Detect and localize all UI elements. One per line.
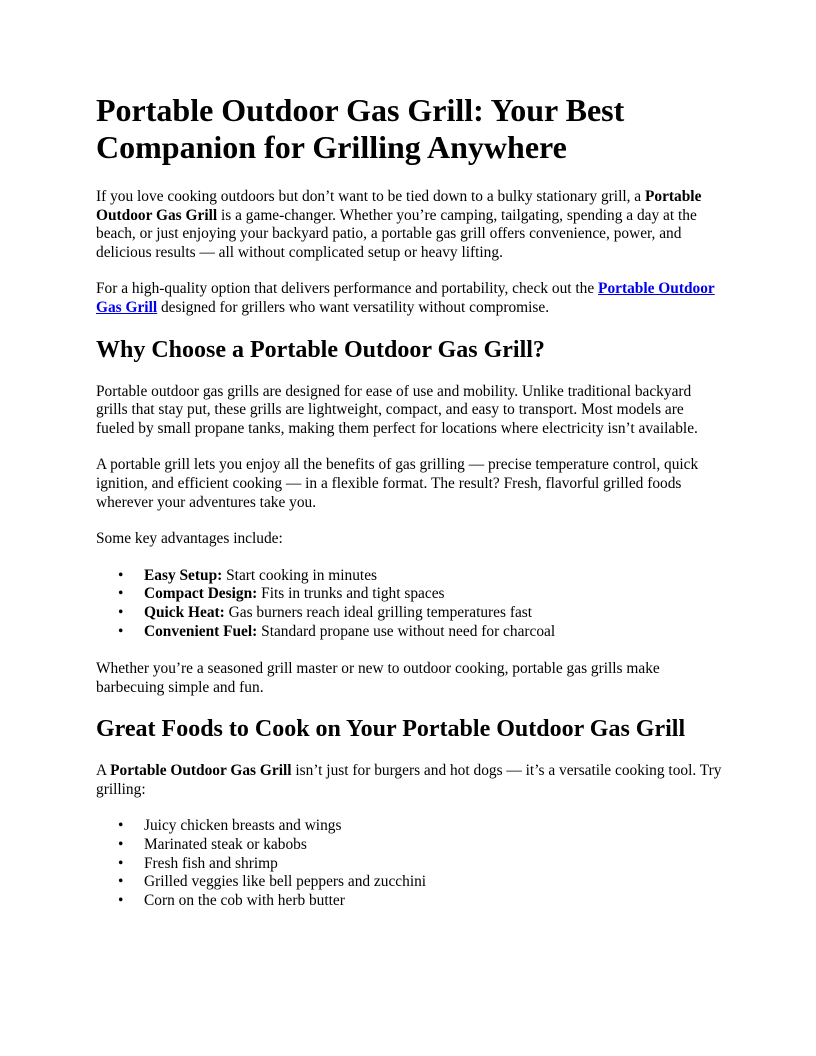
bullet-icon: • [118, 873, 124, 891]
bullet-icon: • [118, 817, 124, 835]
list-item [118, 873, 724, 892]
bullet-icon: • [118, 891, 124, 909]
why-paragraph-2: A portable grill lets you enjoy all the benefits of gas grilling — precise temperature control, quick ignition, and efficient cooking — in a flexible format. The result? Fresh, flavorful grilled foods wherever your adventures take you. [96, 456, 699, 511]
advantage-text: Gas burners reach ideal grilling temperatures fast [224, 603, 533, 621]
advantage-term: Convenient Fuel: [144, 622, 258, 640]
foods-bold-keyword: Portable Outdoor Gas Grill [110, 762, 292, 780]
list-item [118, 817, 724, 836]
list-item [118, 836, 724, 855]
cta-text-post: designed for grillers who want versatility without compromise. [157, 298, 550, 316]
foods-text-post: isn’t just for burgers and hot dogs — it’s a versatile cooking tool. Try grilling: [96, 762, 722, 798]
cta-paragraph [96, 280, 724, 317]
food-item-text: Grilled veggies like bell peppers and zucchini [144, 873, 427, 891]
bullet-icon: • [118, 603, 124, 621]
advantage-term: Easy Setup: [144, 566, 223, 584]
food-item-text: Juicy chicken breasts and wings [144, 817, 342, 835]
list-item [118, 891, 724, 911]
page-title: Portable Outdoor Gas Grill: Your Best Companion for Grilling Anywhere [96, 92, 625, 165]
advantage-text: Start cooking in minutes [222, 566, 378, 584]
list-item [118, 622, 724, 642]
food-item-text: Marinated steak or kabobs [144, 836, 307, 854]
bullet-icon: • [118, 836, 124, 854]
section-heading-why-choose: Why Choose a Portable Outdoor Gas Grill? [96, 336, 545, 363]
bullet-icon: • [118, 585, 124, 603]
why-paragraph-1: Portable outdoor gas grills are designed for ease of use and mobility. Unlike traditional backyard grills that stay put, these grills are lightweight, compact, and easy to transport. Most models are fueled by small propane tanks, making them perfect for locations where electricity isn’t available. [96, 382, 698, 437]
document-page [96, 92, 724, 929]
why-paragraph-closing: Whether you’re a seasoned grill master or new to outdoor cooking, portable gas grills make barbecuing simple and fun. [96, 660, 660, 696]
advantages-intro: Some key advantages include: [96, 530, 283, 548]
advantage-text: Standard propane use without need for charcoal [257, 622, 556, 640]
list-item [118, 566, 724, 586]
advantage-term: Compact Design: [144, 585, 258, 603]
advantages-list [96, 567, 724, 641]
intro-paragraph [96, 188, 724, 262]
list-item [118, 585, 724, 604]
cta-text-pre: For a high-quality option that delivers performance and portability, check out the [96, 280, 599, 298]
section-heading-great-foods: Great Foods to Cook on Your Portable Outdoor Gas Grill [96, 716, 686, 743]
food-item-text: Fresh fish and shrimp [144, 854, 278, 872]
foods-intro-paragraph [96, 762, 724, 799]
foods-text-pre: A [96, 762, 111, 780]
foods-list [96, 817, 724, 910]
product-link[interactable]: Portable Outdoor Gas Grill [96, 280, 715, 316]
advantage-term: Quick Heat: [144, 603, 225, 621]
list-item [118, 603, 724, 623]
food-item-text: Corn on the cob with herb butter [144, 891, 345, 909]
intro-text-pre: If you love cooking outdoors but don’t want to be tied down to a bulky stationary grill, a [96, 188, 645, 205]
bullet-icon: • [118, 566, 124, 584]
list-item [118, 854, 724, 874]
advantage-text: Fits in trunks and tight spaces [257, 585, 445, 603]
bullet-icon: • [118, 622, 124, 640]
intro-bold-keyword: Portable Outdoor Gas Grill [96, 188, 702, 224]
bullet-icon: • [118, 854, 124, 872]
intro-text-post: is a game-changer. Whether you’re camping, tailgating, spending a day at the beach, or just enjoying your backyard patio, a portable gas grill offers convenience, power, and delicious results — all without complicated setup or heavy lifting. [96, 206, 697, 261]
